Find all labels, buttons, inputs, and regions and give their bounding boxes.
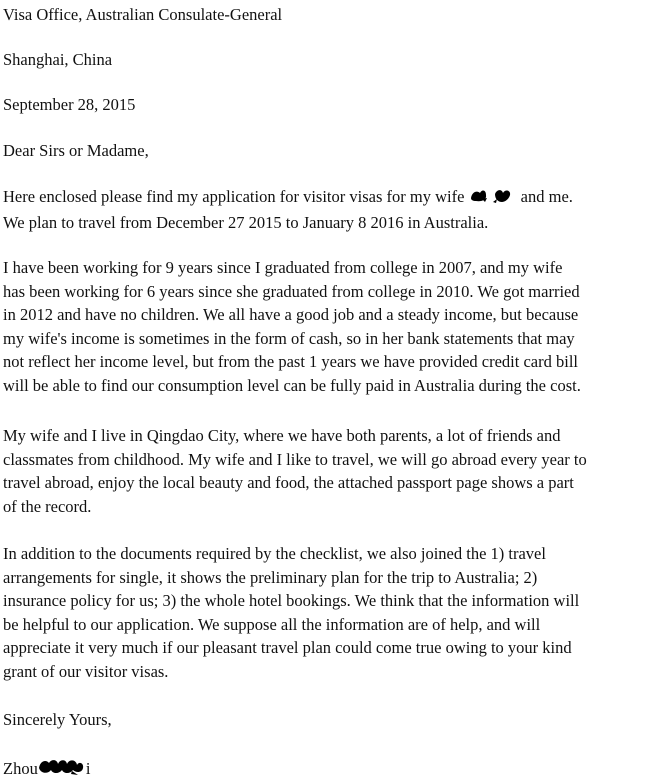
closing: Sincerely Yours,: [3, 710, 112, 729]
paragraph-line: my wife's income is sometimes in the form of cash, so in her bank statements that may: [3, 328, 575, 348]
paragraph-line: will be able to find our consumption level can be fully paid in Australia during the cost.: [3, 375, 581, 395]
paragraph-line: be helpful to our application. We suppose all the information are of help, and will: [3, 614, 541, 634]
recipient-office: Visa Office, Australian Consulate-General: [3, 5, 283, 24]
letter-date: September 28, 2015: [3, 95, 136, 114]
paragraph-line: in 2012 and have no children. We all have a good job and a steady income, but because: [3, 305, 579, 324]
signature: [3, 756, 90, 781]
signature-name: Zhou: [3, 759, 38, 778]
paragraph-line: classmates from childhood. My wife and I like to travel, we will go abroad every year to: [3, 449, 587, 469]
paragraph-residence: [3, 424, 653, 518]
paragraph-documents: [3, 542, 653, 683]
paragraph-line: appreciate it very much if our pleasant travel plan could come true owing to your kind: [3, 638, 572, 657]
signature-tail: i: [85, 759, 91, 778]
recipient-city: Shanghai, China: [3, 50, 113, 69]
paragraph-line: arrangements for single, it shows the preliminary plan for the trip to Australia; 2): [3, 567, 538, 587]
paragraph-line: grant of our visitor visas.: [3, 661, 169, 681]
paragraph-line: We plan to travel from December 27 2015 to January 8 2016 in Australia.: [3, 212, 489, 232]
paragraph-line: travel abroad, enjoy the local beauty and food, the attached passport page shows a part: [3, 473, 574, 492]
paragraph-line: not reflect her income level, but from the past 1 years we have provided credit card bill: [3, 352, 578, 371]
text-segment: Here enclosed please find my application for visitor visas for my wife: [3, 187, 465, 206]
paragraph-line: [3, 185, 653, 211]
redaction-mark: [469, 186, 517, 211]
text-segment: and me.: [520, 187, 573, 206]
paragraph-line: My wife and I live in Qingdao City, where we have both parents, a lot of friends and: [3, 426, 561, 445]
redaction-mark: [38, 756, 86, 781]
paragraph-line: In addition to the documents required by the checklist, we also joined the 1) travel: [3, 544, 546, 563]
paragraph-application: [3, 185, 653, 234]
paragraph-line: insurance policy for us; 3) the whole hotel bookings. We think that the information will: [3, 591, 580, 610]
paragraph-line: of the record.: [3, 496, 92, 516]
salutation: Dear Sirs or Madame,: [3, 141, 149, 160]
paragraph-line: I have been working for 9 years since I graduated from college in 2007, and my wife: [3, 258, 563, 277]
paragraph-line: has been working for 6 years since she graduated from college in 2010. We got married: [3, 281, 580, 301]
paragraph-employment: [3, 256, 653, 397]
